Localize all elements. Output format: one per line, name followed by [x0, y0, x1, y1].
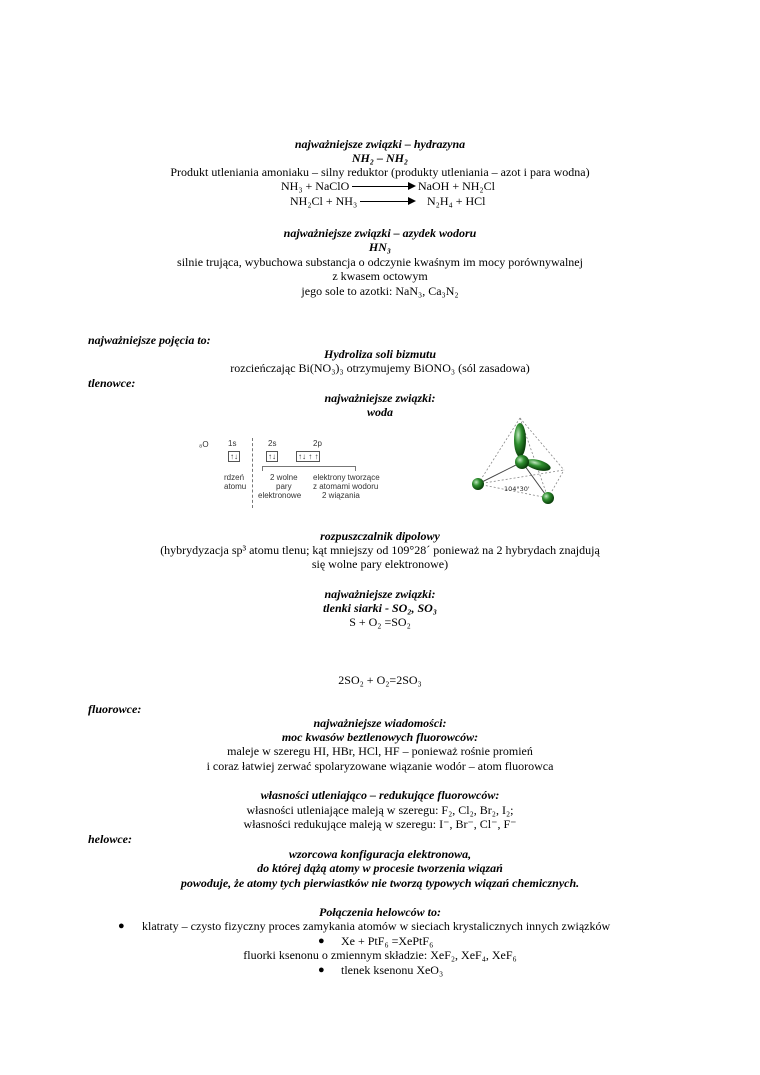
helowce-label: helowce: — [88, 832, 132, 846]
orbital-1s-box: ↑↓ — [230, 452, 238, 461]
bullet-icon: ● — [318, 964, 325, 976]
sulfur-sub: tlenki siarki - SO₂, SO₃ — [322, 601, 438, 615]
tlenowce-heading: najważniejsze związki: — [324, 391, 436, 405]
azydek-line2: z kwasem octowym — [332, 269, 428, 283]
orbital-lab2: 2 wolne — [270, 473, 298, 482]
orbital-lab1: rdzeń — [224, 473, 245, 482]
fluorki-line: fluorki ksenonu o zmiennym składzie: XeF₂, XeF₄, XeF₆ — [243, 948, 517, 962]
reaction1-left: NH₃ + NaClO — [281, 179, 350, 193]
orbital-lab2b: pary — [276, 482, 292, 491]
dipol-line2: się wolne pary elektronowe) — [311, 557, 449, 571]
hydrazyna-heading: najważniejsze związki – hydrazyna — [294, 137, 466, 151]
fluorowce-heading: najważniejsze wiadomości: — [313, 716, 447, 730]
hydrogen-atom — [542, 492, 554, 504]
hydrogen-atom — [472, 478, 484, 490]
redox-line1: własności utleniające maleją w szeregu: F₂, Cl₂, Br₂, I₂; — [246, 803, 514, 817]
reaction-arrow — [352, 186, 414, 187]
fluorowce-line1: maleje w szeregu HI, HBr, HCl, HF – ponieważ rośnie promień — [227, 744, 533, 758]
orbital-lab3c: 2 wiązania — [322, 491, 360, 500]
water-molecule-diagram — [462, 410, 574, 510]
sulfur-reaction2: 2SO₂ + O₂=2SO₃ — [338, 673, 422, 687]
orbital-2s-box: ↑↓ — [268, 452, 276, 461]
reaction-arrow — [360, 201, 414, 202]
tlenowce-label: tlenowce: — [88, 376, 136, 390]
hydrazyna-formula: NH₂ – NH₂ — [351, 151, 409, 165]
redox-line2: własności redukujące maleją w szeregu: I⁻, Br⁻, Cl⁻, F⁻ — [243, 817, 517, 831]
pojecia-heading: Hydroliza soli bizmutu — [323, 347, 437, 361]
azydek-heading: najważniejsze związki – azydek wodoru — [283, 226, 477, 240]
helowce-bold3: powoduje, że atomy tych pierwiastków nie tworzą typowych wiązań chemicznych. — [180, 876, 580, 890]
orbital-2p-box: ↑↓ ↑ ↑ — [298, 452, 319, 461]
dipol-line1: (hybrydyzacja sp³ atomu tlenu; kąt mniejszy od 109°28´ ponieważ na 2 hybrydach znajdują — [160, 543, 600, 557]
orbital-lab1b: atomu — [224, 482, 247, 491]
list-item-text: Xe + PtF₆ =XePtF₆ — [341, 934, 434, 948]
orbital-divider — [252, 438, 254, 508]
fluorowce-label: fluorowce: — [88, 702, 142, 716]
orbital-1s-label: 1s — [228, 439, 237, 448]
orbital-lab2c: elektronowe — [258, 491, 302, 500]
orbital-2s-label: 2s — [268, 439, 277, 448]
dipol-heading: rozpuszczalnik dipolowy — [320, 529, 440, 543]
sulfur-reaction1: S + O₂ =SO₂ — [349, 615, 411, 629]
fluorowce-line2: i coraz łatwiej zerwać spolaryzowane wiązanie wodór – atom fluorowca — [206, 759, 554, 773]
orbital-atom: ₈O — [199, 440, 209, 449]
azydek-formula: HN₃ — [368, 240, 392, 254]
reaction1-right: NaOH + NH₂Cl — [418, 179, 495, 193]
orbital-brace — [262, 466, 356, 471]
sulfur-heading: najważniejsze związki: — [324, 587, 436, 601]
hydrazyna-desc: Produkt utleniania amoniaku – silny reduktor (produkty utleniania – azot i para wodna) — [170, 165, 590, 179]
orbital-2p-label: 2p — [313, 439, 322, 448]
orbital-lab3b: z atomami wodoru — [313, 482, 379, 491]
polaczenia-heading: Połączenia helowców to: — [319, 905, 441, 919]
helowce-bold1: wzorcowa konfiguracja elektronowa, — [288, 847, 472, 861]
pojecia-label: najważniejsze pojęcia to: — [88, 333, 211, 347]
reaction2-left: NH₂Cl + NH₃ — [290, 194, 358, 208]
helowce-bold2: do której dążą atomy w procesie tworzenia wiązań — [257, 861, 503, 875]
orbital-lab3: elektrony tworzące — [313, 473, 380, 482]
fluorowce-sub: moc kwasów beztlenowych fluorowców: — [281, 730, 479, 744]
oxygen-atom — [515, 455, 529, 469]
bullet-icon: ● — [118, 920, 125, 932]
pojecia-line: rozcieńczając Bi(NO₃)₃ otrzymujemy BiONO₃ (sól zasadowa) — [230, 361, 530, 375]
list-item-text: klatraty – czysto fizyczny proces zamykania atomów w sieciach krystalicznych innych związków — [142, 919, 611, 933]
bullet-icon: ● — [318, 935, 325, 947]
angle-label: 104°30' — [504, 485, 530, 493]
azydek-line1: silnie trująca, wybuchowa substancja o odczynie kwaśnym im mocy porównywalnej — [177, 255, 583, 269]
azydek-line3: jego sole to azotki: NaN₃, Ca₃N₂ — [301, 284, 459, 298]
lone-pair-lobe — [514, 423, 526, 457]
redox-heading: własności utleniająco – redukujące fluorowców: — [260, 788, 500, 802]
list-item-text: tlenek ksenonu XeO₃ — [341, 963, 444, 977]
reaction2-right: N₂H₄ + HCl — [427, 194, 486, 208]
tlenowce-sub: woda — [366, 405, 393, 419]
